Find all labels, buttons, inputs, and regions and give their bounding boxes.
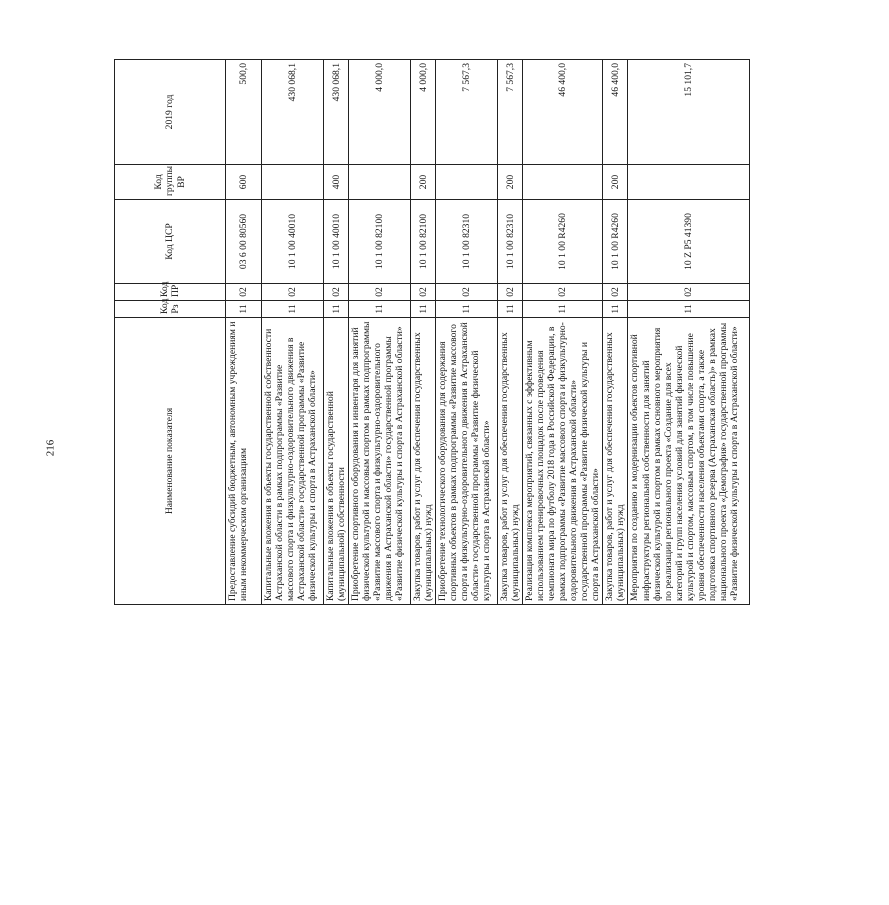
row-pr: 02 <box>226 284 262 301</box>
row-vr <box>628 165 750 200</box>
row-pr: 02 <box>603 284 628 301</box>
row-csr: 10 1 00 82100 <box>349 200 411 284</box>
table-body <box>226 60 750 605</box>
row-name: Капитальные вложения в объекты государственной собственности Астраханской области в рамках подпрограммы «Развитие массового спорта и физкультурно-оздоровительного движения в Астраханской области» государственной программы «Развитие физической культуры и спорта в Астраханской области» <box>262 318 324 605</box>
row-vr <box>349 165 411 200</box>
row-vr: 400 <box>324 165 349 200</box>
table-header-row <box>115 60 226 605</box>
header-csr: Код ЦСР <box>115 200 226 284</box>
header-pr: Код ПР <box>115 284 226 301</box>
table-row <box>603 60 628 605</box>
row-sum: 430 068,1 <box>324 60 349 165</box>
row-pr: 02 <box>262 284 324 301</box>
table-row <box>349 60 411 605</box>
header-rz: Код Рз <box>115 301 226 318</box>
row-csr: 10 1 00 40010 <box>324 200 349 284</box>
row-name: Приобретение спортивного оборудования и инвентаря для занятий физической культурой и массовым спортом в рамках подпрограммы «Развитие массового спорта и физкультурно-оздоровительного движения в Астраханской области» государственной программы «Развитие физической культуры и спорта в Астраханской области» <box>349 318 411 605</box>
row-name: Мероприятия по созданию и модернизации объектов спортивной инфраструктуры региональной собственности для занятий физической культурой и спортом в рамках основного мероприятия по реализации регионального проекта «Создание для всех категорий и групп населения условий для занятий физической культурой и спортом, массовым спортом, в том числе повышение уровня обеспеченности населения объектами спорта, а также подготовка спортивного резерва (Астраханская область)» в рамках национального проекта «Демография» государственной программы «Развитие физической культуры и спорта в Астраханской области» <box>628 318 750 605</box>
row-vr <box>436 165 498 200</box>
row-pr: 02 <box>324 284 349 301</box>
row-rz: 11 <box>324 301 349 318</box>
header-vr: Код группы ВР <box>115 165 226 200</box>
row-name: Приобретение технологического оборудования для содержания спортивных объектов в рамках подпрограммы «Развитие массового спорта и физкультурно-оздоровительного движения в Астраханской области» государственной программы «Развитие физической культуры и спорта в Астраханской области» <box>436 318 498 605</box>
row-csr: 10 Z P5 41390 <box>628 200 750 284</box>
header-year: 2019 год <box>115 60 226 165</box>
row-sum: 46 400,0 <box>603 60 628 165</box>
row-rz: 11 <box>436 301 498 318</box>
row-sum: 7 567,3 <box>436 60 498 165</box>
row-sum: 7 567,3 <box>498 60 523 165</box>
row-name: Реализация комплекса мероприятий, связанных с эффективным использованием тренировочных площадок после проведения чемпионата мира по футболу 2018 года в Российской Федерации, в рамках подпрограммы «Развитие массового спорта и физкультурно-оздоровительного движения в Астраханской области» государственной программы «Развитие физической культуры и спорта в Астраханской области» <box>523 318 603 605</box>
row-name: Капитальные вложения в объекты государственной (муниципальной) собственности <box>324 318 349 605</box>
row-csr: 03 6 00 80560 <box>226 200 262 284</box>
row-pr: 02 <box>498 284 523 301</box>
row-name: Закупка товаров, работ и услуг для обеспечения государственных (муниципальных) нужд <box>603 318 628 605</box>
row-rz: 11 <box>523 301 603 318</box>
row-sum: 430 068,1 <box>262 60 324 165</box>
row-vr: 200 <box>411 165 436 200</box>
row-sum: 500,0 <box>226 60 262 165</box>
row-vr: 600 <box>226 165 262 200</box>
table-row <box>262 60 324 605</box>
row-csr: 10 1 00 R4260 <box>603 200 628 284</box>
row-sum: 4 000,0 <box>349 60 411 165</box>
row-pr: 02 <box>436 284 498 301</box>
row-csr: 10 1 00 R4260 <box>523 200 603 284</box>
header-name: Наименование показателя <box>115 318 226 605</box>
page-number: 216 <box>44 439 57 457</box>
table-row <box>628 60 750 605</box>
row-name: Предоставление субсидий бюджетным, автономным учреждениям и иным некоммерческим организациям <box>226 318 262 605</box>
row-rz: 11 <box>498 301 523 318</box>
row-pr: 02 <box>523 284 603 301</box>
row-csr: 10 1 00 82310 <box>498 200 523 284</box>
rotated-table-container <box>114 60 889 605</box>
row-pr: 02 <box>411 284 436 301</box>
row-name: Закупка товаров, работ и услуг для обеспечения государственных (муниципальных) нужд <box>411 318 436 605</box>
table-row <box>498 60 523 605</box>
row-sum: 4 000,0 <box>411 60 436 165</box>
table-row <box>226 60 262 605</box>
row-pr: 02 <box>628 284 750 301</box>
budget-table <box>114 59 750 605</box>
row-vr: 200 <box>498 165 523 200</box>
row-pr: 02 <box>349 284 411 301</box>
row-name: Закупка товаров, работ и услуг для обеспечения государственных (муниципальных) нужд <box>498 318 523 605</box>
row-vr <box>523 165 603 200</box>
row-rz: 11 <box>603 301 628 318</box>
row-rz: 11 <box>628 301 750 318</box>
row-csr: 10 1 00 40010 <box>262 200 324 284</box>
table-row <box>324 60 349 605</box>
row-rz: 11 <box>411 301 436 318</box>
table-row <box>436 60 498 605</box>
row-vr: 200 <box>603 165 628 200</box>
row-sum: 46 400,0 <box>523 60 603 165</box>
table-row <box>523 60 603 605</box>
row-rz: 11 <box>349 301 411 318</box>
row-csr: 10 1 00 82100 <box>411 200 436 284</box>
row-rz: 11 <box>262 301 324 318</box>
table-row <box>411 60 436 605</box>
row-sum: 15 101,7 <box>628 60 750 165</box>
row-rz: 11 <box>226 301 262 318</box>
row-vr <box>262 165 324 200</box>
row-csr: 10 1 00 82310 <box>436 200 498 284</box>
